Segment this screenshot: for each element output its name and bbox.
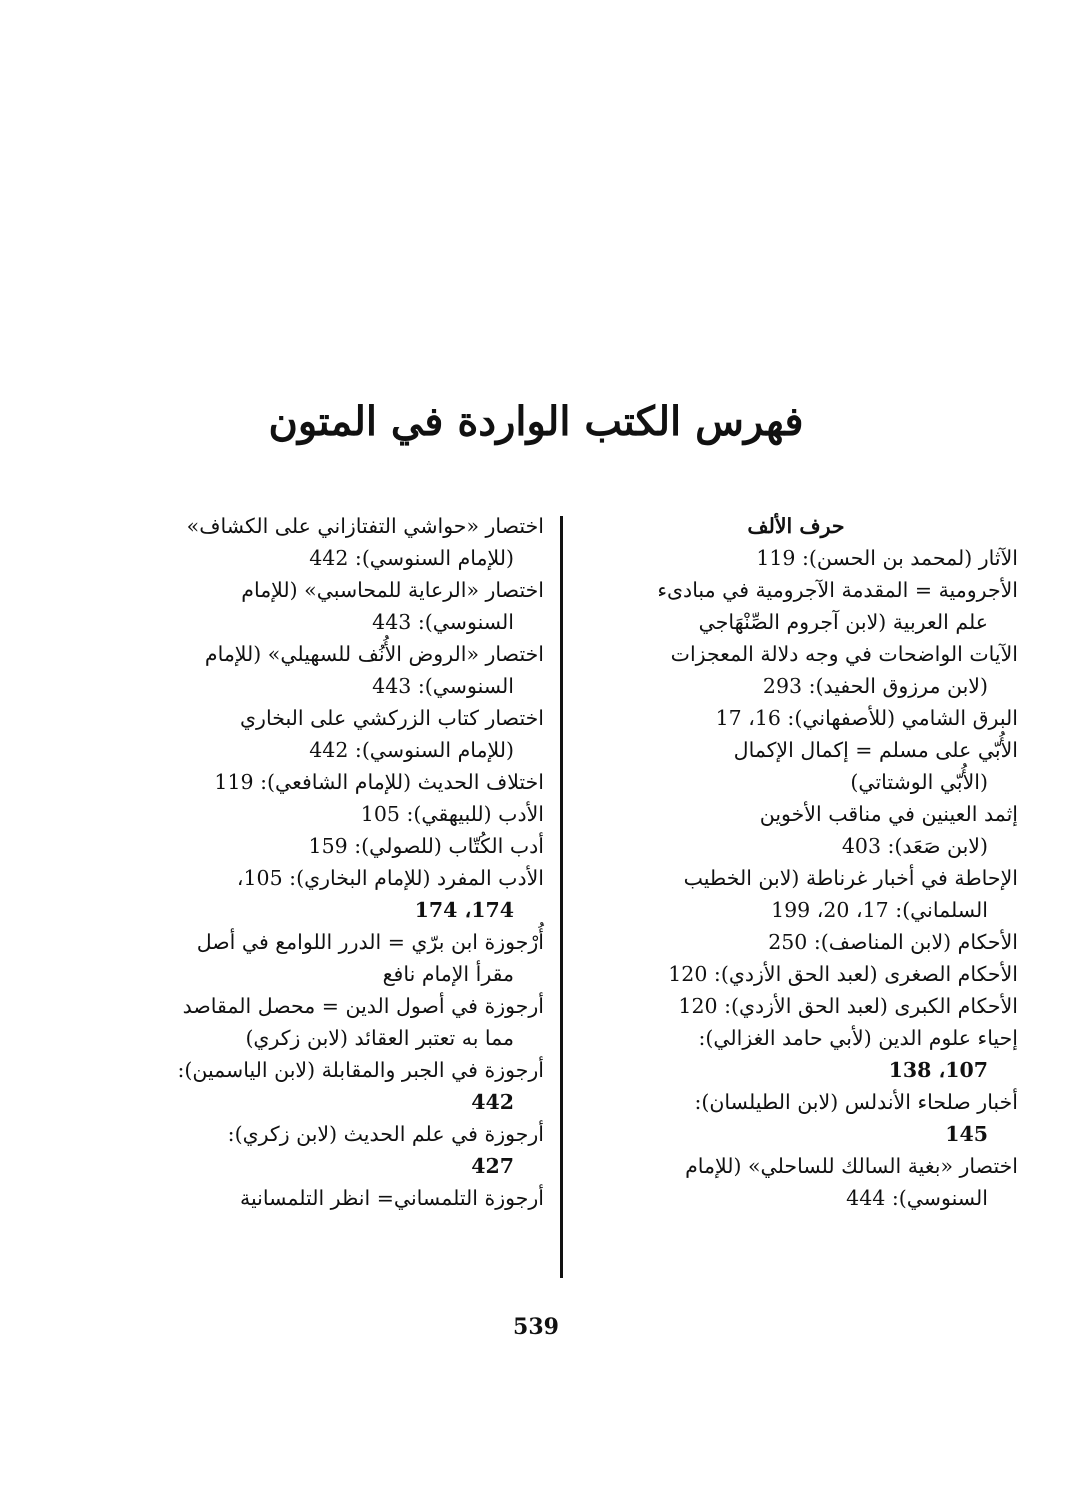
index-entry-pages: 145 <box>945 1122 988 1146</box>
index-entry: الأجرومية = المقدمة الآجرومية في مبادىء <box>657 578 1018 602</box>
index-entry-continuation: علم العربية (لابن آجروم الصِّنْهَاجي <box>698 610 988 634</box>
index-entry: البرق الشامي (للأصفهاني): 16، 17 <box>715 706 1018 730</box>
index-entry: أرجوزة في أصول الدين = محصل المقاصد <box>182 994 544 1018</box>
index-entry: أرجوزة في علم الحديث (لابن زكري): <box>227 1122 544 1146</box>
index-entry: الآثار (لمحمد بن الحسن): 119 <box>756 546 1018 570</box>
index-column-left <box>177 510 544 1214</box>
index-entry-continuation: (للإمام السنوسي): 442 <box>309 738 514 762</box>
index-entry: أرجوزة في الجبر والمقابلة (لابن الياسمين): <box>177 1058 544 1082</box>
page-number: 539 <box>513 1314 559 1340</box>
index-entry: الأحكام الصغرى (لعبد الحق الأزدي): 120 <box>668 962 1018 986</box>
index-entry-continuation: مما به تعتبر العقائد (لابن زكري) <box>245 1026 514 1050</box>
section-heading: حرف الألف <box>747 514 845 538</box>
index-entry-continuation: السنوسي): 444 <box>846 1186 988 1210</box>
index-entry: أخبار صلحاء الأندلس (لابن الطيلسان): <box>694 1090 1018 1114</box>
index-entry: الآيات الواضحات في وجه دلالة المعجزات <box>670 642 1018 666</box>
index-entry: الأُبّي على مسلم = إكمال الإكمال <box>733 738 1018 762</box>
column-divider <box>560 516 563 1278</box>
index-entry: الأدب المفرد (للإمام البخاري): 105، <box>236 866 544 890</box>
index-entry-continuation: (لابن مرزوق الحفيد): 293 <box>762 674 988 698</box>
index-entry: الإحاطة في أخبار غرناطة (لابن الخطيب <box>683 866 1018 890</box>
index-entry-continuation: السنوسي): 443 <box>372 610 514 634</box>
index-entry-pages: 174، 174 <box>414 898 514 922</box>
index-entry-pages: 427 <box>471 1154 514 1178</box>
index-entry-continuation: السلماني): 17، 20، 199 <box>771 898 988 922</box>
index-entry-continuation: مقرأ الإمام نافع <box>382 962 514 986</box>
index-entry-pages: 442 <box>471 1090 514 1114</box>
index-entry: أرجوزة التلمساني= انظر التلمسانية <box>239 1186 544 1210</box>
index-entry: اختلاف الحديث (للإمام الشافعي): 119 <box>214 770 544 794</box>
index-entry: الأحكام الكبرى (لعبد الحق الأزدي): 120 <box>678 994 1018 1018</box>
index-entry: إحياء علوم الدين (لأبي حامد الغزالي): <box>698 1026 1018 1050</box>
index-column-right <box>574 510 1018 1214</box>
index-entry: أُرْجوزة ابن برّي = الدرر اللوامع في أصل <box>196 930 544 954</box>
index-entry: أدب الكُتّاب (للصولي): 159 <box>308 834 544 858</box>
index-entry-continuation: (لابن صَعَد): 403 <box>841 834 988 858</box>
index-entry-continuation: (للإمام السنوسي): 442 <box>309 546 514 570</box>
index-entry: الأحكام (لابن المناصف): 250 <box>768 930 1018 954</box>
index-entry: اختصار «الرعاية للمحاسبي» (للإمام <box>241 578 544 602</box>
index-entry: إثمد العينين في مناقب الأخوين <box>759 802 1018 826</box>
index-entry-pages: 107، 138 <box>888 1058 988 1082</box>
page-title: فهرس الكتب الواردة في المتون <box>268 398 804 445</box>
index-entry: اختصار «حواشي التفتازاني على الكشاف» <box>186 514 544 538</box>
index-entry-continuation: (الأُبّي الوشتاتي) <box>850 770 988 794</box>
index-entry-continuation: السنوسي): 443 <box>372 674 514 698</box>
index-entry: اختصار «بغية السالك للساحلي» (للإمام <box>685 1154 1018 1178</box>
index-entry: اختصار «الروض الأُنُف للسهيلي» (للإمام <box>204 642 544 666</box>
index-entry: الأدب (للبيهقي): 105 <box>360 802 544 826</box>
index-entry: اختصار كتاب الزركشي على البخاري <box>240 706 544 730</box>
